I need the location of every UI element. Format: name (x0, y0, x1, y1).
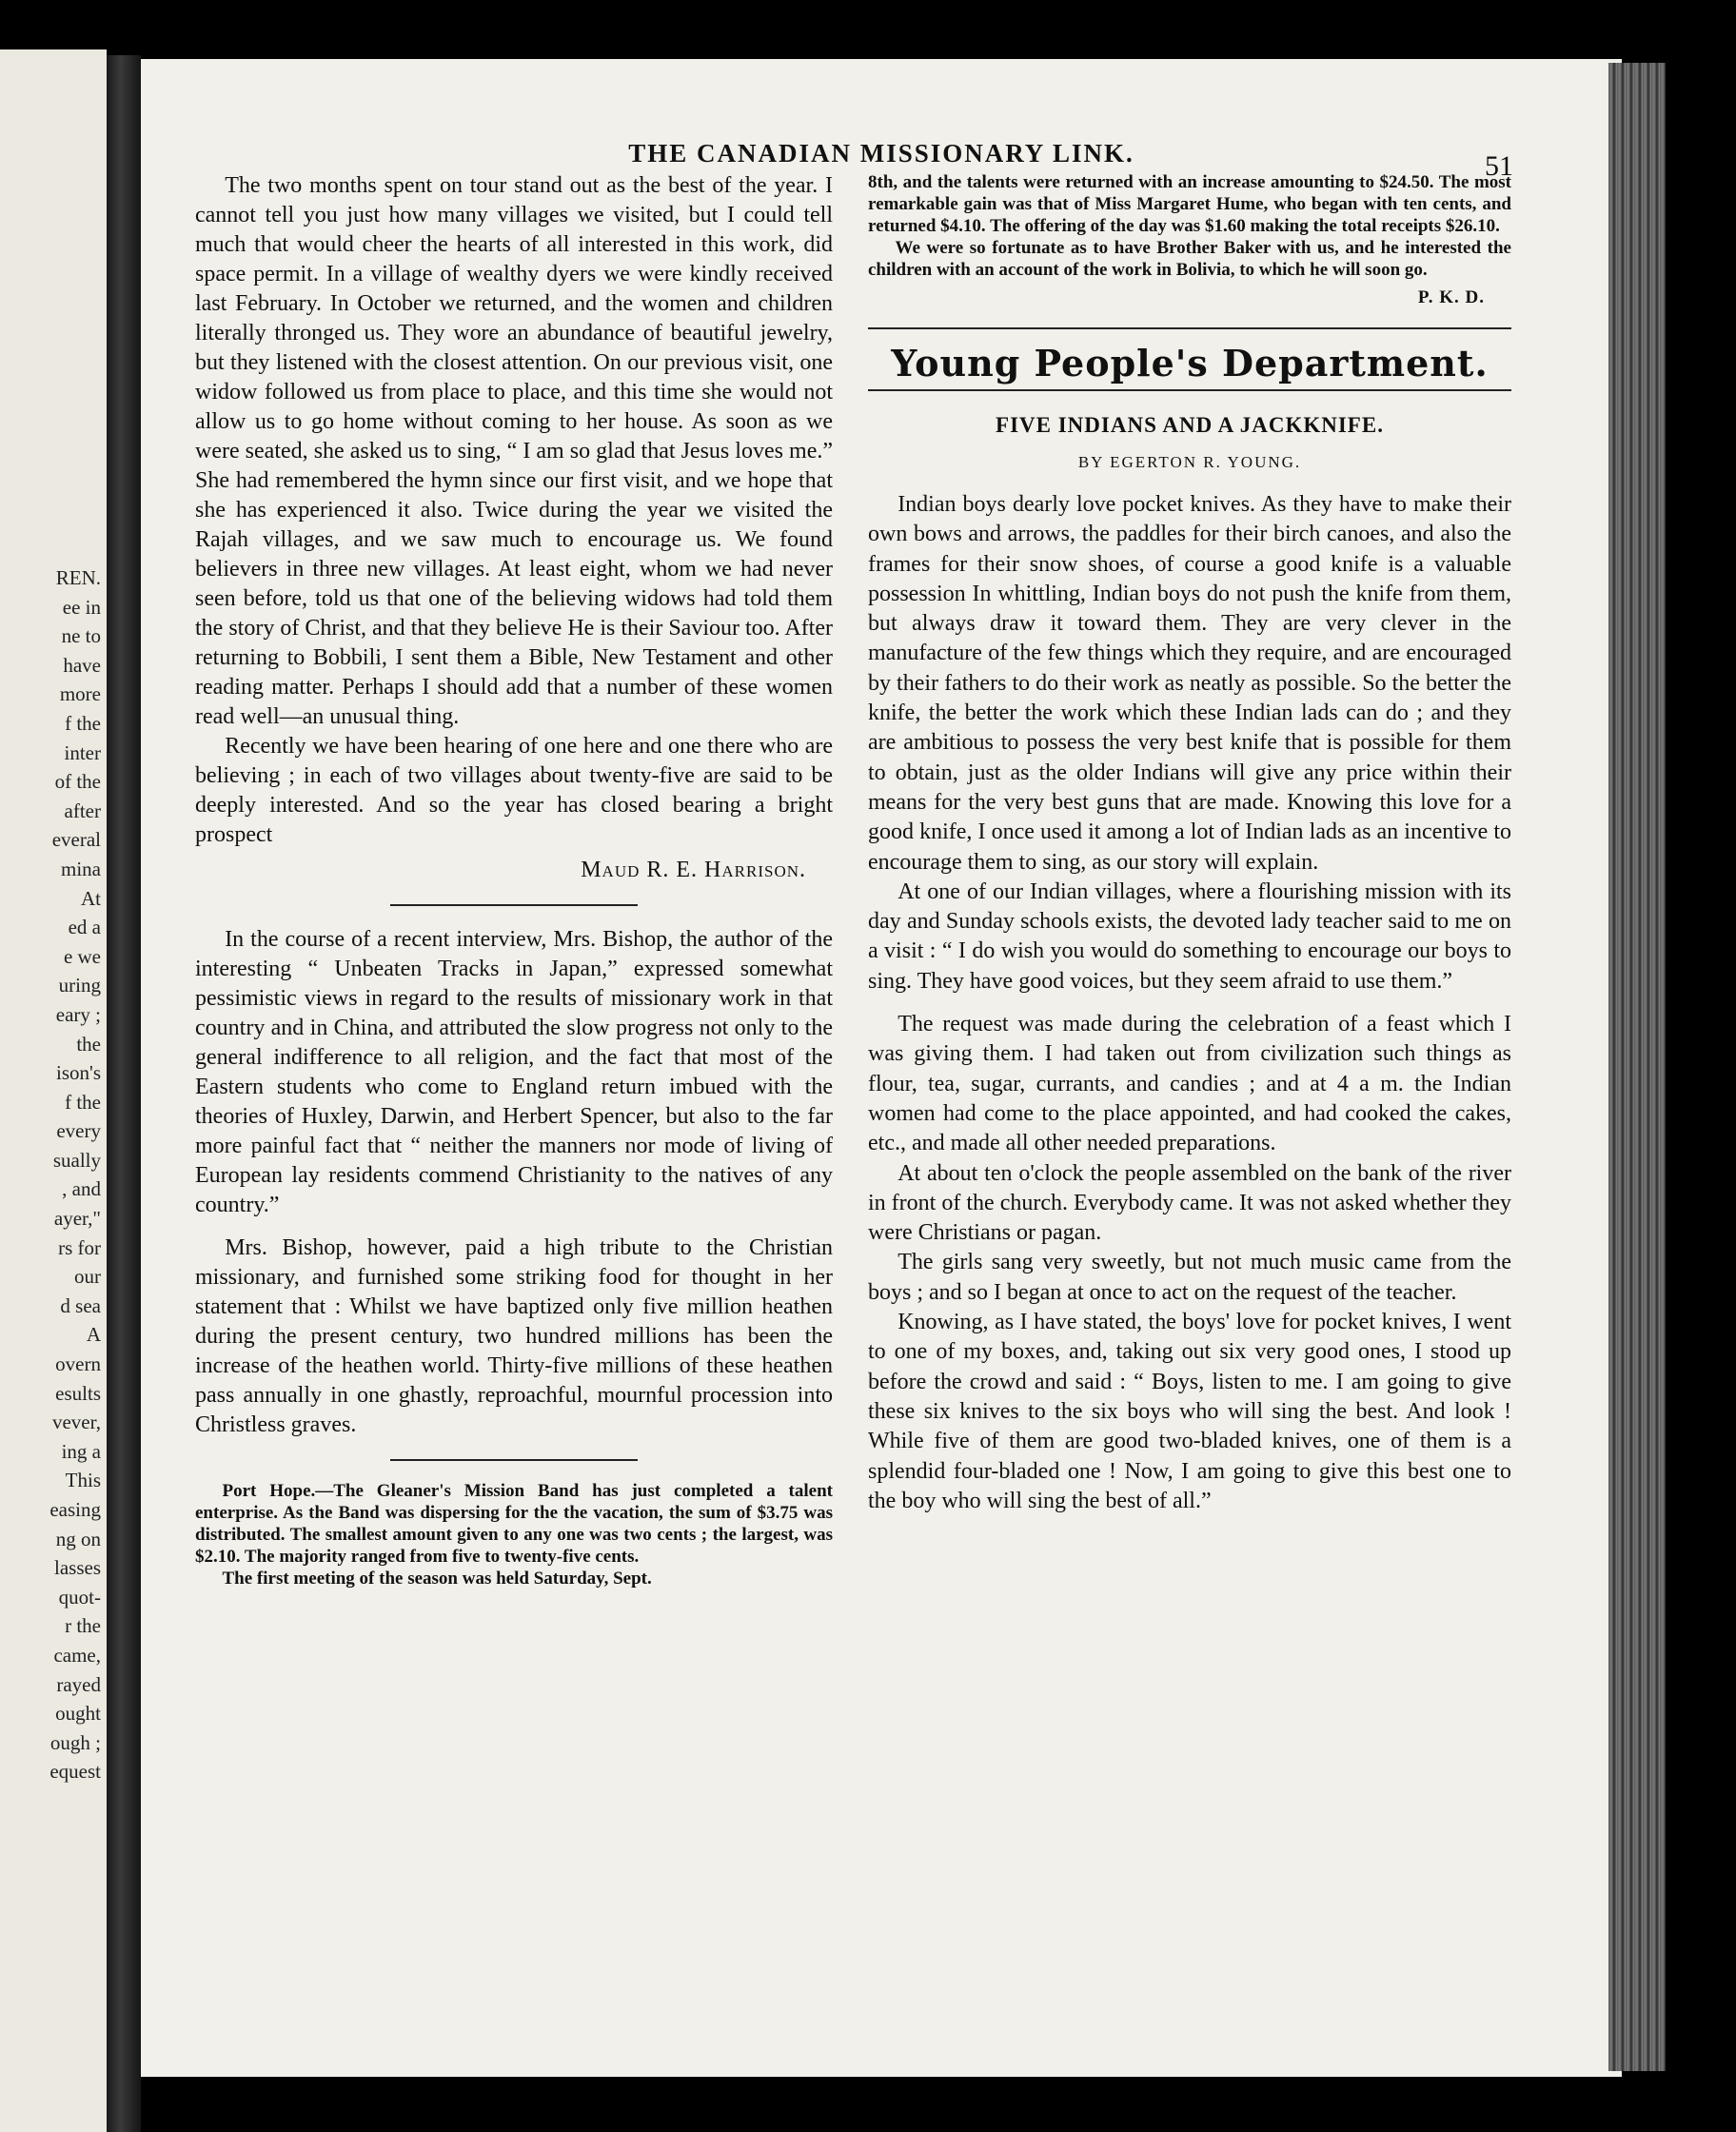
fragment-line: ayer," (53, 1207, 101, 1231)
fragment-line: ee in (62, 595, 101, 619)
paragraph: At one of our Indian villages, where a flourishing mission with its day and Sunday schools exists, the devoted lady teacher said to me on a visit : “ I do wish you would do something to encourage our boys to sing. They have good voices, but they seem afraid to use them.” (868, 878, 1511, 994)
fragment-line: d sea (60, 1293, 101, 1317)
fragment-line: everal (51, 828, 101, 852)
paragraph: Indian boys dearly love pocket knives. As they have to make their own bows and arrows, the paddles for their birch canoes, and also the frames for their snow shoes, of course a good knife is a valuable possession In whittling, Indian boys do not push the knife from them, but always draw it toward them. They are very clever in the manufacture of the few things which they require, and are encouraged by their fathers to do their work as neatly as possible. So the better the knife, the better the work which these Indian lads can do ; and they are ambitious to possess the very best knife that is possible for them to obtain, just as the older Indians will give any price within their means for the very best guns that are made. Knowing this love for a good knife, I once used it among a lot of Indian lads as an incentive to encourage them to sing, as our story will explain. (868, 492, 1511, 875)
fragment-line: ough ; (49, 1730, 101, 1754)
harrison-letter (195, 171, 833, 885)
fragment-line: every (56, 1119, 101, 1143)
fragment-line: easing (49, 1498, 101, 1521)
fragment-line: our (74, 1265, 101, 1289)
story-byline: BY EGERTON R. YOUNG. (1077, 453, 1302, 471)
paragraph: The request was made during the celebration of a feast which I was giving them. I had taken out from civilization such things as flour, tea, sugar, currants, and candies ; and at 4 a m. the Indian women had come to the place appointed, and had cooked the cakes, etc., and made all other needed preparations. (868, 1012, 1511, 1156)
paragraph: The first meeting of the season was held Saturday, Sept. (222, 1569, 652, 1589)
paragraph: At about ten o'clock the people assembled on the bank of the river in front of the church. Everybody came. It was not asked whether they were Christians or pagan. (868, 1160, 1511, 1246)
story-title: FIVE INDIANS AND A JACKKNIFE. (996, 413, 1384, 437)
fragment-line: overn (55, 1352, 101, 1376)
fragment-line: rs for (58, 1235, 101, 1259)
fragment-line: rayed (56, 1672, 101, 1696)
story-body (868, 490, 1511, 1516)
department-title: Young People's Department. (891, 342, 1489, 385)
fragment-line: ought (55, 1702, 101, 1726)
fragment-line: quot- (58, 1585, 101, 1609)
facing-page-text-fragments (49, 563, 101, 1787)
port-hope-notice-continued (868, 171, 1511, 308)
signature: Maud R. E. Harrison. (581, 858, 806, 882)
section-divider (390, 904, 638, 906)
fragment-line: after (64, 799, 101, 822)
fragment-line: came, (53, 1643, 101, 1667)
fragment-line: more (59, 682, 101, 706)
book-gutter (107, 55, 141, 2132)
left-column (195, 171, 833, 1589)
fragment-line: lasses (54, 1556, 101, 1580)
paragraph: We were so fortunate as to have Brother Baker with us, and he interested the children with an account of the work in Bolivia, to which he will soon go. (868, 238, 1511, 280)
paragraph: 8th, and the talents were returned with an increase amounting to $24.50. The most remarkable gain was that of Miss Margaret Hume, who began with ten cents, and returned $4.10. The offering of the day was $1.60 making the total receipts $26.10. (868, 172, 1511, 236)
page-number: 51 (1485, 150, 1513, 182)
fragment-line: , and (62, 1177, 101, 1201)
paragraph: Mrs. Bishop, however, paid a high tribute to the Christian missionary, and furnished some striking food for thought in her statement that : Whilst we have baptized only five million heathen during the present century, two hundred millions has been the increase of the heathen world. Thirty-five millions of these heathen pass annually in one ghastly, reproachful, mournful procession into Christless graves. (195, 1235, 833, 1437)
fragment-line: At (81, 886, 101, 910)
fragment-line: esults (55, 1381, 101, 1405)
fragment-line: ing a (61, 1439, 101, 1463)
section-divider (868, 389, 1511, 391)
fragment-line: eary ; (55, 1002, 101, 1026)
signature: P. K. D. (1417, 287, 1485, 307)
section-divider (868, 327, 1511, 329)
bishop-article (195, 925, 833, 1440)
fragment-line: of the (54, 770, 101, 794)
fragment-line: equest (49, 1760, 101, 1784)
fragment-line: ison's (56, 1061, 101, 1085)
paragraph: Knowing, as I have stated, the boys' love for pocket knives, I went to one of my boxes, and, taking out six very good ones, I stood up before the crowd and said : “ Boys, listen to me. I am going to give these six knives to the six boys who will sing the best. And look ! While five of them are good two-bladed knives, one of them is a splendid four-bladed one ! Now, I am going to give this best one to the boy who will sing the best of all.” (868, 1310, 1511, 1513)
paragraph: The girls sang very sweetly, but not much music came from the boys ; and so I began at once to act on the request of the teacher. (868, 1250, 1511, 1305)
fragment-line: r the (65, 1614, 101, 1638)
fragment-line: ed a (68, 916, 101, 939)
running-head: THE CANADIAN MISSIONARY LINK. (628, 139, 1134, 168)
page-stack-edge (1608, 63, 1666, 2071)
paragraph: Port Hope.—The Gleaner's Mission Band has just completed a talent enterprise. As the Band was dispersing for the the vacation, the sum of $3.75 was distributed. The smallest amount given to any one was two cents ; the largest, was $2.10. The majority ranged from five to twenty-five cents. (195, 1481, 833, 1567)
fragment-line: REN. (55, 566, 101, 589)
right-column (868, 171, 1511, 1516)
fragment-line: A (86, 1323, 101, 1347)
paragraph: The two months spent on tour stand out as the best of the year. I cannot tell you just how many villages we visited, but I could tell much that would cheer the hearts of all interested in this work, did space permit. In a village of wealthy dyers we were kindly received last February. In October we returned, and the women and children literally thronged us. They wore an abundance of beautiful jewelry, but they listened with the closest attention. On our previous visit, one widow followed us from place to place, and this time she would not allow us to go home without coming to her house. As soon as we were seated, she asked us to sing, “ I am so glad that Jesus loves me.” She had remembered the hymn since our first visit, and we hope that she has experienced it also. Twice during the year we visited the Rajah villages, and we saw much to encourage us. We found believers in three new villages. At least eight, whom we had never seen before, told us that one of the believing widows had told them the story of Christ, and that they believe He is their Saviour too. After returning to Bobbili, I sent them a Bible, New Testament and other reading matter. Perhaps I should add that a number of these women read well—an unusual thing. (195, 173, 833, 729)
fragment-line: e we (63, 944, 101, 968)
fragment-line: uring (58, 974, 101, 997)
fragment-line: ng on (55, 1527, 101, 1550)
section-divider (390, 1459, 638, 1461)
fragment-line: f the (65, 1090, 101, 1114)
paragraph: Recently we have been hearing of one here and one there who are believing ; in each of two villages about twenty-five are said to be deeply interested. And so the year has closed bearing a bright prospect (195, 734, 833, 847)
fragment-line: sually (52, 1148, 101, 1172)
fragment-line: f the (65, 711, 101, 735)
fragment-line: ne to (61, 624, 101, 648)
fragment-line: mina (61, 857, 101, 880)
fragment-line: have (63, 653, 101, 677)
port-hope-notice (195, 1480, 833, 1589)
fragment-line: inter (64, 740, 101, 764)
fragment-line: the (76, 1032, 101, 1056)
facing-page (0, 49, 107, 2132)
fragment-line: This (65, 1469, 101, 1492)
fragment-line: vever, (51, 1411, 101, 1434)
paragraph: In the course of a recent interview, Mrs. Bishop, the author of the interesting “ Unbeaten Tracks in Japan,” expressed somewhat pessimistic views in regard to the results of missionary work in that country and in China, and attributed the slow progress not only to the general indifference to all religion, and the fact that most of the Eastern students who come to England return imbued with the theories of Huxley, Darwin, and Herbert Spencer, but also to the far more painful fact that “ neither the manners nor mode of living of European lay residents commend Christianity to the natives of any country.” (195, 927, 833, 1217)
